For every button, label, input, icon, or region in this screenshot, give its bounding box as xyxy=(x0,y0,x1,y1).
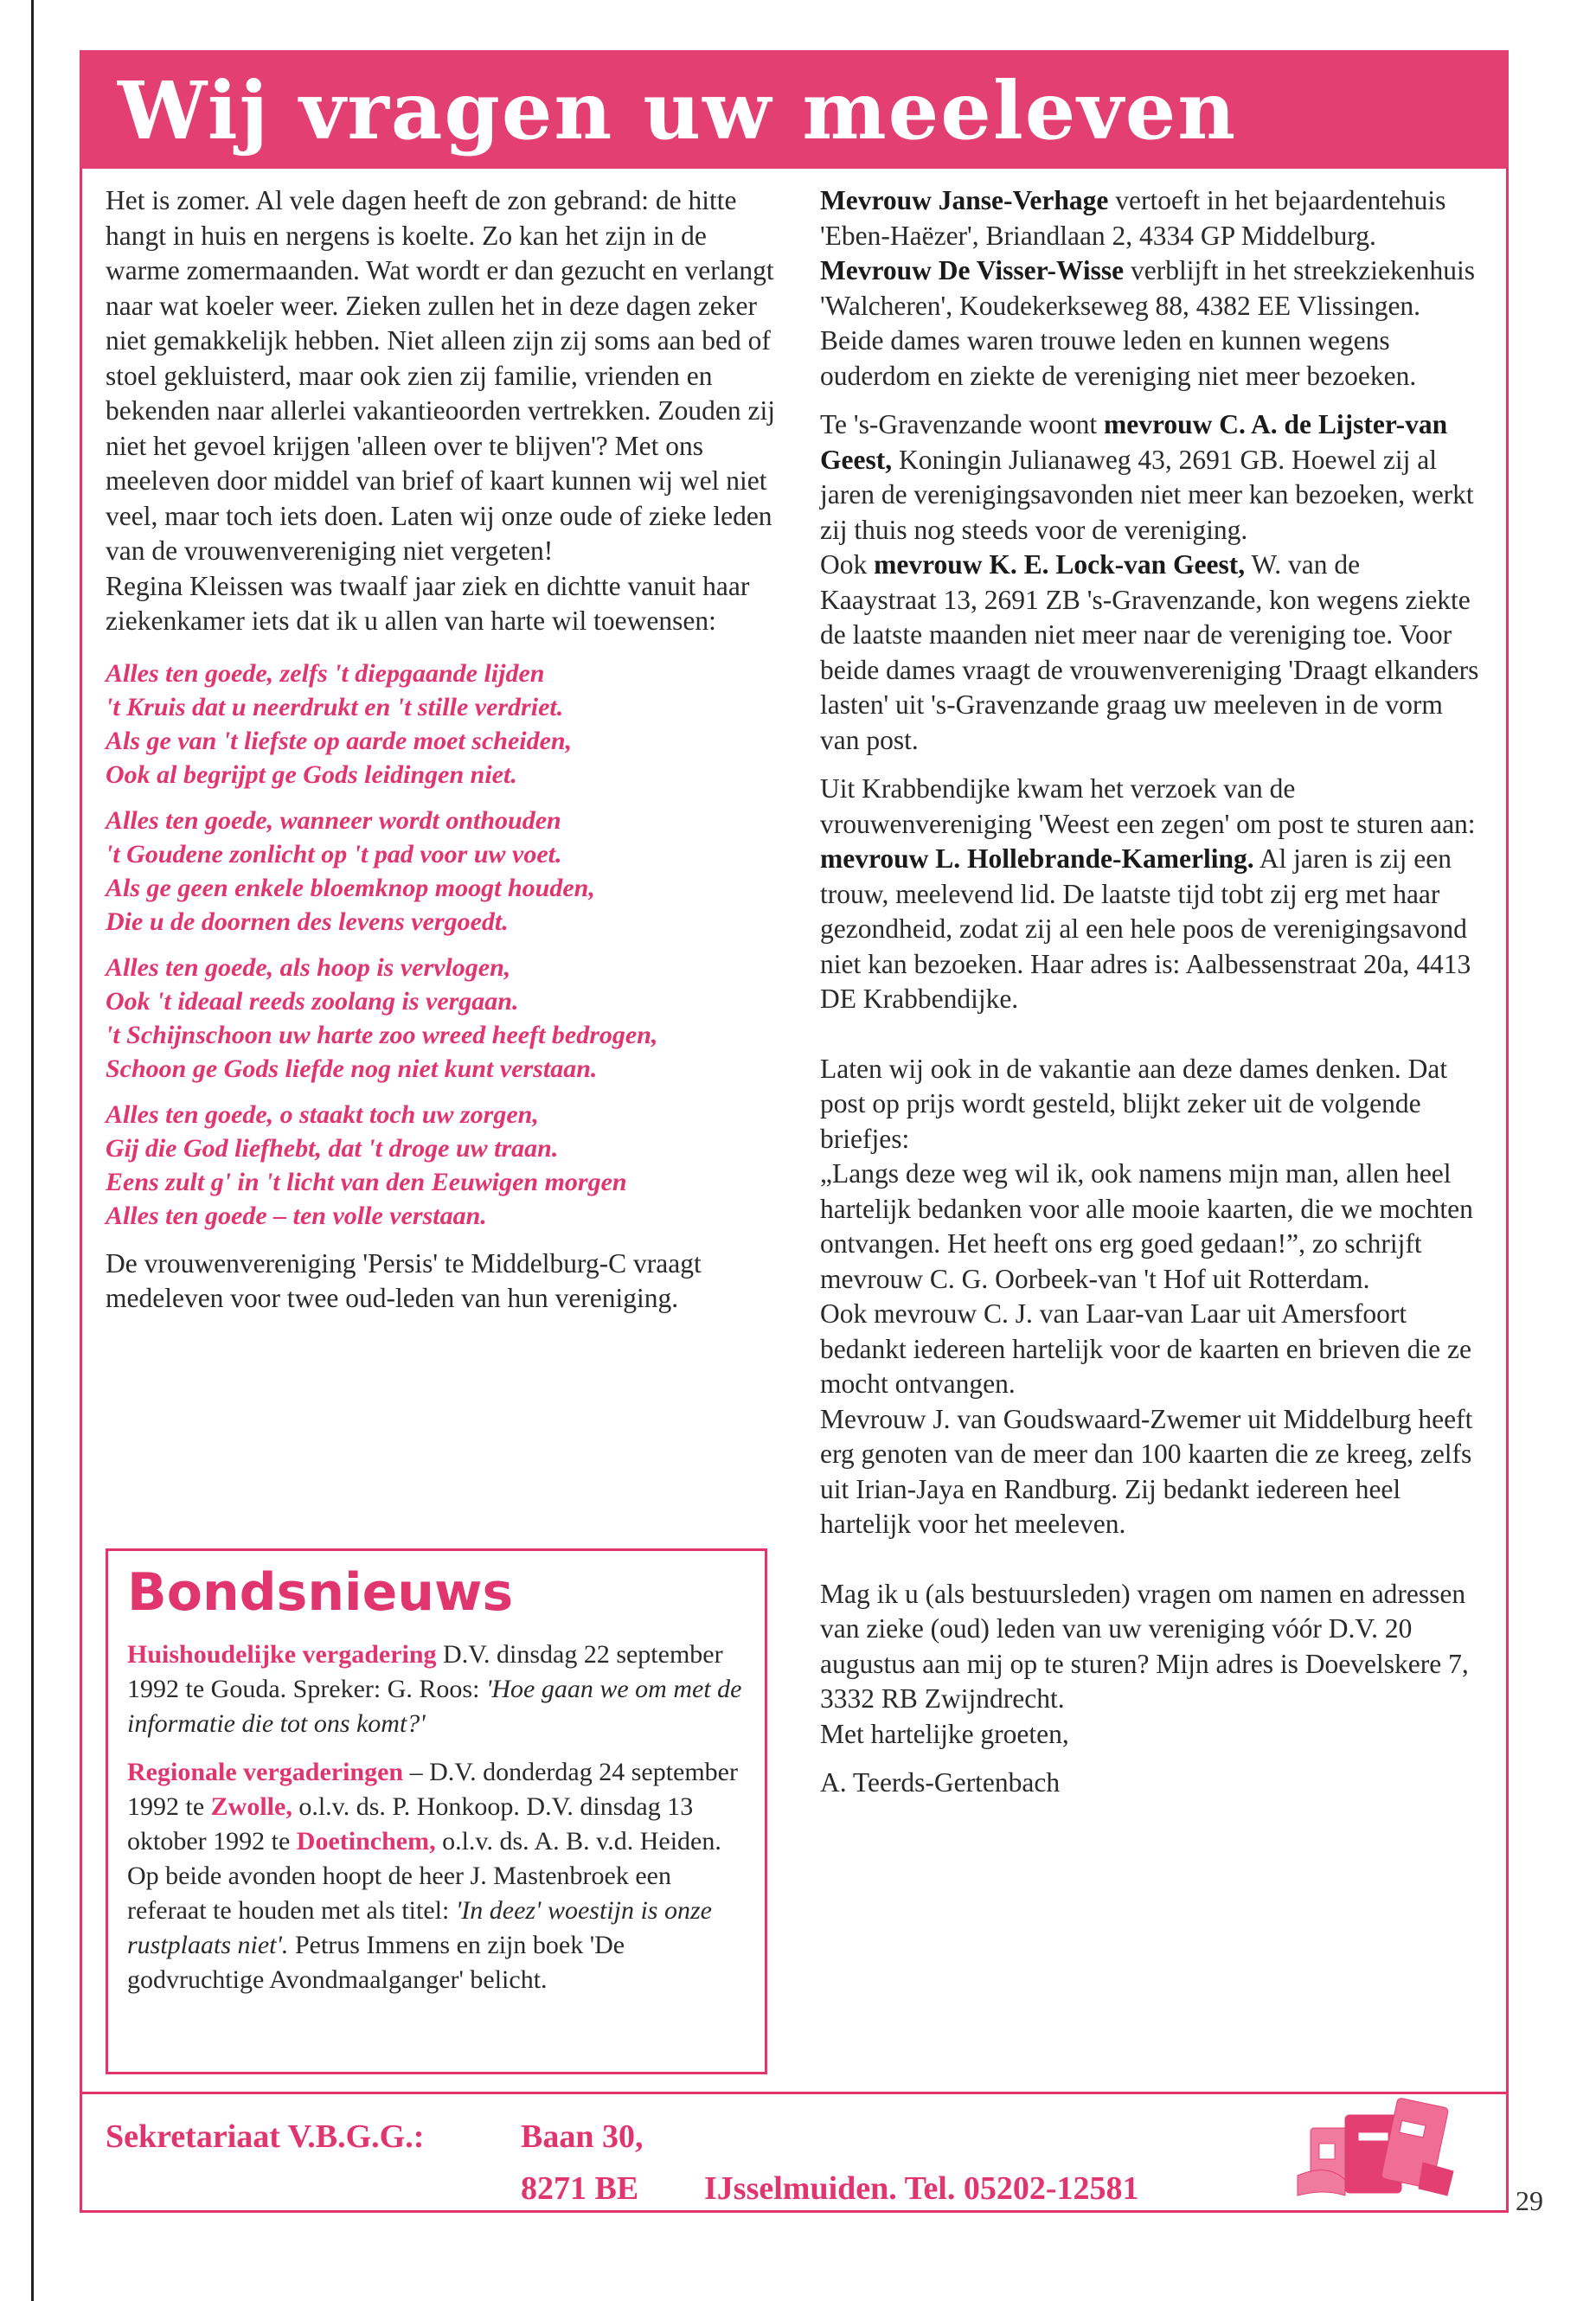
paragraph xyxy=(820,548,1479,758)
paragraph-text: Uit Krabbendijke kwam het verzoek van de vrouwenvereniging 'Weest een zegen' om post te sturen aan: xyxy=(820,773,1476,839)
lecture-title: 'In deez' woestijn is onze rustplaats niet'. xyxy=(127,1896,712,1959)
letter-quote: „Langs deze weg wil ik, ook namens mijn man, allen heel hartelijk bedanken voor alle mooie kaarten, die we mochten ontvangen. Het heeft ons erg goed gedaan!”, zo schrijft mevrouw C. G. Oorbeek-van 't Hof uit Rotterdam. xyxy=(820,1158,1473,1294)
left-column xyxy=(106,183,776,1317)
meeting-text: D.V. dinsdag 22 september 1992 te Gouda. Spreker: G. Roos: xyxy=(127,1640,723,1703)
page-title: Wij vragen uw meeleven xyxy=(118,64,1238,157)
paragraph-text: vertoeft in het bejaardentehuis 'Eben-Haëzer', Briandlaan 2, 4334 GP Middelburg. xyxy=(820,185,1446,251)
person-name: mevrouw L. Hollebrande-Kamerling. xyxy=(820,843,1254,874)
title-banner xyxy=(80,50,1509,169)
poem-line: Eens zult g' in 't licht van den Eeuwigen morgen xyxy=(106,1167,627,1196)
paragraph-text: Al jaren is zij een trouw, meelevend lid. De laatste tijd tobt zij erg met haar gezondheid, zodat zij al een hele poos de verenigingsavond niet kan bezoeken. Haar adres is: Aalbessenstraat 20a, 4413 DE Krabbendijke. xyxy=(820,843,1471,1014)
regional-place: Zwolle, xyxy=(210,1792,292,1821)
page-edge-rule xyxy=(31,0,34,2301)
books-stack-icon xyxy=(1293,2093,1466,2206)
page-number: 29 xyxy=(1516,2185,1543,2216)
meeting-label: Huishoudelijke vergadering xyxy=(127,1640,437,1669)
poem-line: Alles ten goede, o staakt toch uw zorgen, xyxy=(106,1099,539,1129)
paragraph-text: W. van de Kaaystraat 13, 2691 ZB 's-Gravenzande, kon wegens ziekte de laatste maanden niet meer naar de vereniging toe. Voor beide dames vraagt de vrouwenvereniging 'Draagt elkanders lasten' uit 's-Gravenzande graag uw meeleven in de vorm van post. xyxy=(820,549,1479,755)
poem-line: Als ge van 't liefste op aarde moet scheiden, xyxy=(106,726,573,755)
bondsnieuws-box xyxy=(106,1548,767,2074)
poem-line: Als ge geen enkele bloemknop moogt houden, xyxy=(106,873,595,902)
poem-stanza xyxy=(106,951,776,1086)
paragraph xyxy=(820,407,1479,548)
person-name: mevrouw C. A. de Lijster-van Geest, xyxy=(820,409,1448,475)
spacer xyxy=(106,1233,776,1247)
person-name: mevrouw K. E. Lock-van Geest, xyxy=(874,549,1246,580)
regina-paragraph: Regina Kleissen was twaalf jaar ziek en dichtte vanuit haar ziekenkamer iets dat ik u allen van harte wil toewensen: xyxy=(106,570,750,636)
paragraph-text: Ook xyxy=(820,549,875,580)
poem-stanza xyxy=(106,1098,776,1233)
meeting-topic: 'Hoe gaan we om met de informatie die tot ons komt?' xyxy=(127,1675,742,1738)
regional-text: o.l.v. ds. P. Honkoop. D.V. dinsdag 13 oktober 1992 te xyxy=(127,1792,694,1856)
spacer xyxy=(820,1542,1479,1577)
spacer xyxy=(127,1741,746,1755)
poem-line: Gij die God liefhebt, dat 't droge uw traan. xyxy=(106,1133,559,1163)
bondsnieuws-item xyxy=(127,1755,746,1859)
regional-place: Doetinchem, xyxy=(296,1827,436,1856)
poem-stanza xyxy=(106,804,776,939)
lecture-text: Op beide avonden hoopt de heer J. Mastenbroek een referaat te houden met als titel: xyxy=(127,1862,671,1925)
secretariat-label: Sekretariaat V.B.G.G.: xyxy=(106,2118,425,2155)
secretariat-city-phone: IJsselmuiden. Tel. 05202-12581 xyxy=(704,2170,1139,2207)
person-name: Mevrouw Janse-Verhage xyxy=(820,185,1109,215)
secretariat-street: Baan 30, xyxy=(521,2118,644,2155)
spacer xyxy=(820,394,1479,407)
paragraph-text: verblijft in het streekziekenhuis 'Walcheren', Koudekerkseweg 88, 4382 EE Vlissingen. Beide dames waren trouwe leden en kunnen wegens ouderdom en ziekte de vereniging niet meer bezoeken. xyxy=(820,255,1475,391)
letter-quote: Mevrouw J. van Goudswaard-Zwemer uit Middelburg heeft erg genoten van de meer dan 100 kaarten die ze kreeg, zelfs uit Irian-Jaya en Randburg. Zij bedankt iedereen heel hartelijk voor het meeleven. xyxy=(820,1403,1473,1539)
letter-quote: Ook mevrouw C. J. van Laar-van Laar uit Amersfoort bedankt iedereen hartelijk voor de kaarten en brieven die ze mocht ontvangen. xyxy=(820,1298,1472,1399)
poem-line: 't Schijnschoon uw harte zoo wreed heeft bedrogen, xyxy=(106,1020,658,1049)
spacer xyxy=(820,1017,1479,1052)
paragraph-text: Te 's-Gravenzande woont xyxy=(820,409,1104,439)
bondsnieuws-heading: Bondsnieuws xyxy=(127,1562,514,1623)
right-column xyxy=(820,183,1479,1801)
paragraph xyxy=(820,183,1479,253)
persis-paragraph: De vrouwenvereniging 'Persis' te Middelburg-C vraagt medeleven voor twee oud-leden van hun vereniging. xyxy=(106,1247,702,1313)
regional-label: Regionale vergaderingen xyxy=(127,1758,404,1786)
secretariat-postal-code: 8271 BE xyxy=(521,2170,639,2207)
regional-text: o.l.v. ds. A. B. v.d. Heiden. xyxy=(435,1827,721,1856)
poem-stanza xyxy=(106,657,776,792)
greeting: Met hartelijke groeten, xyxy=(820,1718,1069,1749)
intro-paragraph: Het is zomer. Al vele dagen heeft de zon gebrand: de hitte hangt in huis en nergens is koelte. Zo kan het zijn in de warme zomermaanden. Wat wordt er dan gezucht en verlangt naar wat koeler weer. Zieken zullen het in deze dagen zeker niet gemakkelijk hebben. Niet alleen zijn zij soms aan bed of stoel gekluisterd, maar ook zien zij familie, vrienden en bekenden naar allerlei vakantieoorden vertrekken. Zouden zij niet het gevoel krijgen 'alleen over te blijven'? Met ons meeleven door middel van brief of kaart kunnen wij wel niet veel, maar toch iets doen. Laten wij onze oude of zieke leden van de vrouwenvereniging niet vergeten! xyxy=(106,185,776,566)
poem-line: Alles ten goede – ten volle verstaan. xyxy=(106,1201,487,1230)
bondsnieuws-item xyxy=(127,1859,746,1997)
paragraph xyxy=(820,253,1479,394)
poem-line: Schoon ge Gods liefde nog niet kunt verstaan. xyxy=(106,1054,598,1083)
paragraph-text: Koningin Julianaweg 43, 2691 GB. Hoewel zij al jaren de verenigingsavonden niet meer kan bezoeken, werkt zij thuis nog steeds voor de vereniging. xyxy=(820,444,1474,545)
paragraph xyxy=(820,772,1479,1017)
poem-line: Alles ten goede, wanneer wordt onthouden xyxy=(106,805,561,835)
poem xyxy=(106,657,776,1233)
lecture-text: Petrus Immens en zijn boek 'De godvruchtige Avondmaalganger' belicht. xyxy=(127,1931,625,1994)
poem-line: Die u de doornen des levens vergoedt. xyxy=(106,907,509,936)
person-name: Mevrouw De Visser-Wisse xyxy=(820,255,1125,285)
bondsnieuws-item xyxy=(127,1638,746,1741)
spacer xyxy=(820,758,1479,772)
vakantie-paragraph: Laten wij ook in de vakantie aan deze dames denken. Dat post op prijs wordt gesteld, blijkt zeker uit de volgende briefjes: xyxy=(820,1053,1448,1154)
spacer xyxy=(820,1752,1479,1766)
regional-text: – D.V. donderdag 24 september 1992 te xyxy=(127,1758,738,1821)
poem-line: 't Kruis dat u neerdrukt en 't stille verdriet. xyxy=(106,692,564,721)
signature: A. Teerds-Gertenbach xyxy=(820,1767,1061,1798)
poem-line: 't Goudene zonlicht op 't pad voor uw voet. xyxy=(106,839,562,868)
poem-line: Alles ten goede, zelfs 't diepgaande lijden xyxy=(106,658,545,688)
poem-line: Ook 't ideaal reeds zoolang is vergaan. xyxy=(106,986,519,1016)
poem-line: Alles ten goede, als hoop is vervlogen, xyxy=(106,952,511,982)
request-paragraph: Mag ik u (als bestuursleden) vragen om namen en adressen van zieke (oud) leden van uw vereniging vóór D.V. 20 augustus aan mij op te sturen? Mijn adres is Doevelskere 7, 3332 RB Zwijndrecht. xyxy=(820,1578,1469,1714)
poem-line: Ook al begrijpt ge Gods leidingen niet. xyxy=(106,760,517,789)
